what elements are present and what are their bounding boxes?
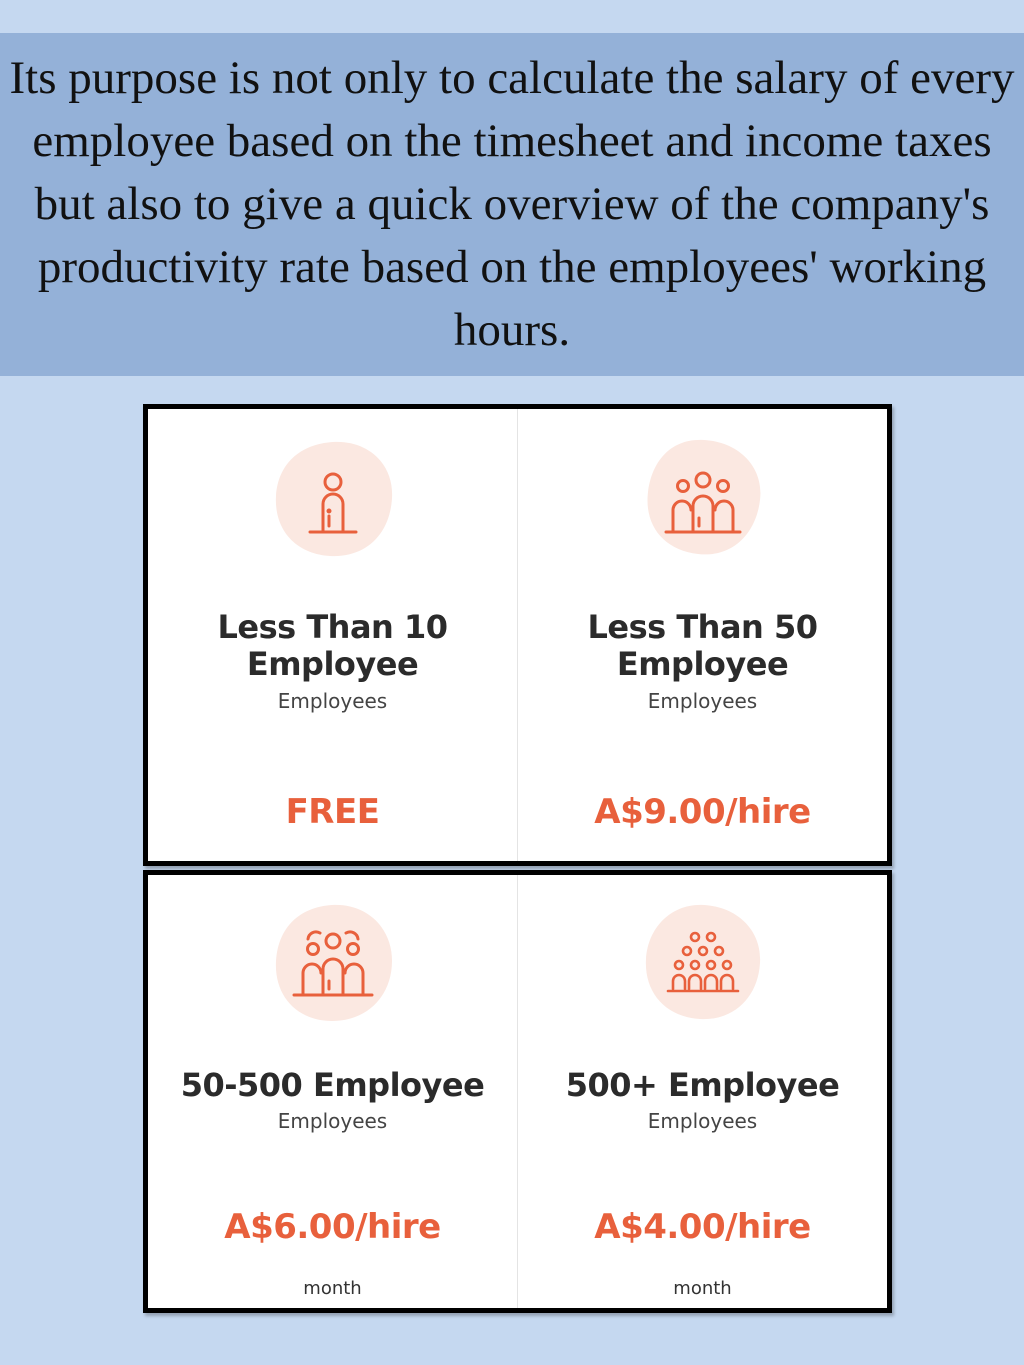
- plan-title: Less Than 50 Employee: [587, 608, 818, 683]
- plan-price: FREE: [285, 792, 380, 832]
- crowd-icon: [638, 897, 768, 1027]
- plan-subtitle: Employees: [647, 689, 758, 713]
- plan-price: A$6.00/hire: [224, 1207, 441, 1247]
- pricing-panel-bottom: [143, 870, 892, 1313]
- plan-card-50-500[interactable]: [148, 875, 517, 1308]
- three-people-icon: [638, 434, 768, 564]
- plan-title: 50-500 Employee: [180, 1066, 485, 1104]
- plan-price: A$4.00/hire: [594, 1207, 811, 1247]
- pricing-panel-top: [143, 404, 892, 866]
- header-text: Its purpose is not only to calculate the salary of every employee based on the timesheet and income taxes but also to give a quick overview of the company's productivity rate based on the employees' working hours.: [9, 52, 1015, 356]
- plan-price: A$9.00/hire: [594, 792, 811, 832]
- plan-period: month: [673, 1278, 732, 1299]
- plan-card-under-10[interactable]: [148, 409, 517, 861]
- plan-card-500-plus[interactable]: [517, 875, 887, 1308]
- header-band: [0, 33, 1024, 376]
- people-group-icon: [268, 897, 398, 1027]
- plan-subtitle: Employees: [647, 1109, 758, 1133]
- plan-subtitle: Employees: [277, 689, 388, 713]
- single-person-icon: [268, 434, 398, 564]
- plan-card-under-50[interactable]: [517, 409, 887, 861]
- plan-subtitle: Employees: [277, 1109, 388, 1133]
- plan-period: month: [303, 1278, 362, 1299]
- plan-title: Less Than 10 Employee: [217, 608, 448, 683]
- plan-title: 500+ Employee: [565, 1066, 840, 1104]
